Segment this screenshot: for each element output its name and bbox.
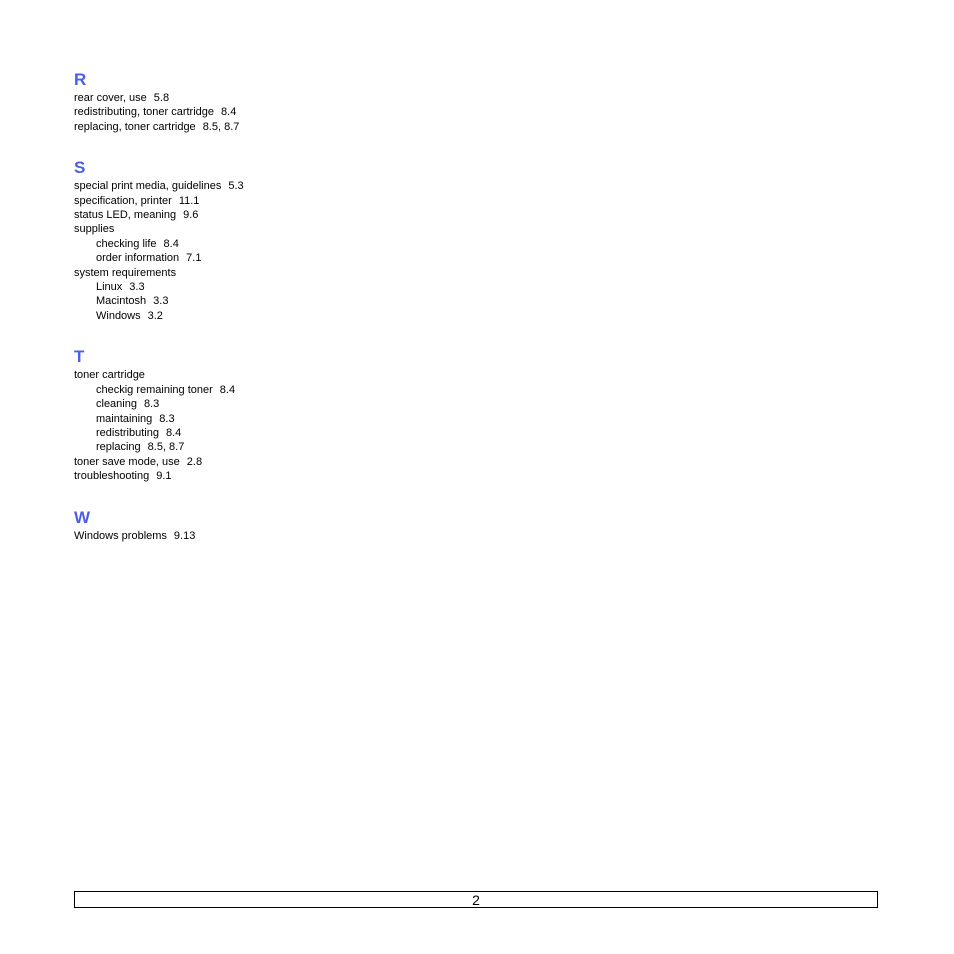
index-entry	[74, 266, 774, 280]
index-term: order information	[96, 252, 180, 265]
section-letter: T	[74, 347, 85, 367]
index-entry	[74, 529, 774, 543]
index-subentry	[74, 440, 774, 454]
index-subentry	[74, 294, 774, 308]
index-section-t	[74, 347, 774, 483]
index-subentry	[74, 280, 774, 294]
index-term: checking life	[96, 237, 157, 250]
index-page-ref[interactable]: 5.3	[228, 180, 244, 193]
index-page-ref[interactable]: 3.3	[129, 281, 145, 294]
index-term: status LED, meaning	[74, 209, 177, 222]
index-term: specification, printer	[74, 194, 172, 207]
index-entry	[74, 194, 774, 208]
index-page-ref[interactable]: 9.1	[156, 470, 172, 483]
index-subentry	[74, 426, 774, 440]
index-page-ref[interactable]: 8.5, 8.7	[147, 441, 185, 454]
index-page-ref[interactable]: 8.4	[221, 106, 237, 119]
section-letter: S	[74, 158, 86, 178]
index-term: special print media, guidelines	[74, 180, 222, 193]
index-term: system requirements	[74, 266, 177, 279]
index-page-ref[interactable]: 9.13	[173, 529, 196, 542]
page-number: 2	[472, 892, 480, 908]
index-term: toner save mode, use	[74, 455, 180, 468]
index-entry	[74, 120, 774, 134]
index-page-ref[interactable]: 8.5, 8.7	[202, 120, 240, 133]
index-page-ref[interactable]: 8.4	[219, 383, 236, 396]
index-page-ref[interactable]: 11.1	[178, 194, 200, 207]
index-page-ref[interactable]: 3.2	[147, 309, 163, 322]
index-page-ref[interactable]: 8.4	[165, 426, 182, 439]
index-entry	[74, 179, 774, 193]
index-term: redistributing, toner cartridge	[74, 106, 215, 119]
index-term: maintaining	[96, 412, 153, 425]
index-term: toner cartridge	[74, 369, 145, 382]
index-term: checkig remaining toner	[96, 383, 213, 396]
index-term: Linux	[96, 281, 123, 294]
index-term: replacing	[96, 441, 141, 454]
index-term: replacing, toner cartridge	[74, 120, 196, 133]
index-page-ref[interactable]: 3.3	[153, 295, 169, 308]
index-section-s	[74, 158, 774, 323]
index-list	[74, 70, 774, 567]
index-entry	[74, 91, 774, 105]
section-letter: R	[74, 70, 87, 89]
section-letter: W	[74, 507, 91, 527]
index-page-ref[interactable]: 9.6	[183, 209, 199, 222]
index-subentry	[74, 383, 774, 397]
index-term: redistributing	[96, 426, 159, 439]
index-term: supplies	[74, 223, 115, 236]
index-page-ref[interactable]: 8.4	[163, 237, 179, 250]
index-term: Windows problems	[74, 529, 167, 542]
page-footer	[74, 891, 878, 908]
index-entry	[74, 469, 774, 483]
index-subentry	[74, 397, 774, 411]
index-term: rear cover, use	[74, 92, 147, 104]
index-section-w	[74, 508, 774, 543]
index-term: cleaning	[96, 398, 137, 411]
index-subentry	[74, 412, 774, 426]
index-subentry	[74, 251, 774, 265]
index-term: Macintosh	[96, 295, 147, 308]
index-entry	[74, 208, 774, 222]
index-entry	[74, 222, 774, 236]
index-term: troubleshooting	[74, 470, 150, 483]
index-entry	[74, 455, 774, 469]
index-term: Windows	[96, 309, 141, 322]
index-page-ref[interactable]: 2.8	[186, 455, 203, 468]
index-page-ref[interactable]: 5.8	[153, 92, 170, 104]
index-entry	[74, 368, 774, 382]
index-subentry	[74, 237, 774, 251]
index-section-r	[74, 70, 774, 134]
index-subentry	[74, 309, 774, 323]
index-entry	[74, 105, 774, 119]
index-page-ref[interactable]: 8.3	[143, 398, 160, 411]
index-page-ref[interactable]: 7.1	[186, 252, 202, 265]
index-page-ref[interactable]: 8.3	[159, 412, 175, 425]
